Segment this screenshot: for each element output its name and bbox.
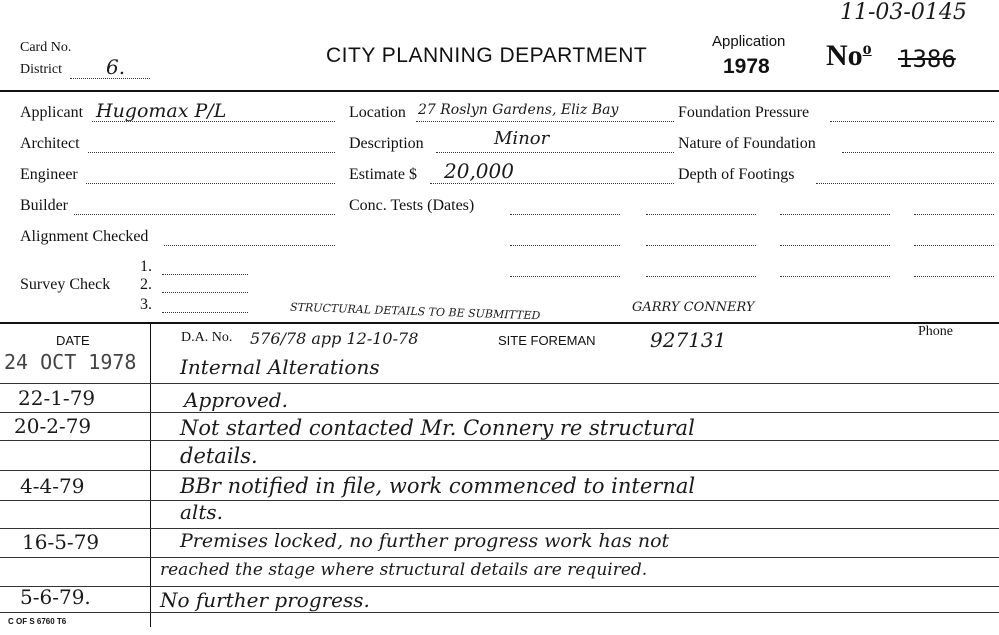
structural-note: STRUCTURAL DETAILS TO BE SUBMITTED [289,300,541,323]
alignment-label: Alignment Checked [20,228,149,245]
foundation-pressure-line [830,121,994,122]
da-no-label: D.A. No. [181,330,233,345]
conc-line-l [914,276,994,277]
depth-of-footings-label: Depth of Footings [678,166,795,183]
log-text: No further progress. [160,588,370,612]
log-text: Approved. [184,388,288,412]
log-text: Not started contacted Mr. Connery re structural [180,416,695,440]
survey-line-2 [162,292,248,293]
log-date: 16-5-79 [22,530,100,554]
log-text: Premises locked, no further progress work has not [180,530,670,552]
conc-tests-label: Conc. Tests (Dates) [349,197,475,214]
foundation-pressure-label: Foundation Pressure [678,104,810,121]
log-rule [0,586,999,587]
applicant-label: Applicant [20,104,84,121]
conc-line-g [780,245,890,246]
number-label: No$^o$ [826,38,872,72]
description-line [436,152,674,153]
builder-line [74,214,335,215]
location-label: Location [349,104,406,121]
district-label: District [20,62,62,77]
district-value: 6. [106,55,126,79]
form-code: C OF S 6760 T6 [8,617,67,626]
log-text: details. [180,444,258,468]
date-column-divider [150,322,151,627]
log-date: 24 OCT 1978 [4,350,137,374]
date-column-label: DATE [56,333,90,348]
log-date: 20-2-79 [14,414,92,438]
log-date: 4-4-79 [20,474,85,498]
survey-line-1 [162,274,248,275]
estimate-value: 20,000 [444,159,514,183]
conc-line-d [914,214,994,215]
log-rule [0,500,999,501]
description-value: Minor [494,128,550,149]
nature-line [842,152,994,153]
conc-line-e [510,245,620,246]
handwritten-reference: 11-03-0145 [840,0,967,25]
log-text: Internal Alterations [180,355,380,379]
application-year: 1978 [723,55,770,78]
foreman-phone-value: 927131 [650,328,727,352]
description-label: Description [349,135,424,152]
log-date: 22-1-79 [18,386,96,410]
da-no-value: 576/78 app 12-10-78 [250,329,419,348]
log-rule [0,440,999,441]
survey-check-1: 1. [140,258,152,275]
location-value: 27 Roslyn Gardens, Eliz Bay [418,102,619,118]
page-title: CITY PLANNING DEPARTMENT [326,44,648,67]
depth-line [816,183,994,184]
log-date: 5-6-79. [20,585,91,609]
survey-line-3 [162,312,248,313]
foreman-name: GARRY CONNERY [632,300,755,315]
conc-line-h [914,245,994,246]
conc-line-k [780,276,890,277]
phone-label: Phone [918,324,953,339]
conc-line-a [510,214,620,215]
card-no-label: Card No. [20,40,72,55]
survey-check-3: 3. [140,296,152,313]
log-rule [0,470,999,471]
log-text: BBr notified in file, work commenced to internal [180,474,696,498]
builder-label: Builder [20,197,68,214]
engineer-label: Engineer [20,166,78,183]
conc-line-j [646,276,756,277]
application-number: 1386 [898,45,956,73]
applicant-value: Hugomax P/L [96,100,227,122]
log-rule [0,412,999,413]
conc-line-i [510,276,620,277]
header-divider [0,90,999,92]
log-rule [0,612,999,613]
location-line [416,121,674,122]
conc-line-f [646,245,756,246]
log-rule [0,383,999,384]
conc-line-b [646,214,756,215]
survey-check-label: Survey Check [20,276,111,293]
application-label: Application [712,33,786,50]
architect-label: Architect [20,135,80,152]
log-rule [0,528,999,529]
engineer-line [86,183,335,184]
conc-line-c [780,214,890,215]
architect-line [88,152,335,153]
alignment-line [164,245,335,246]
survey-check-2: 2. [140,276,152,293]
site-foreman-label: SITE FOREMAN [498,333,596,348]
estimate-line [430,183,674,184]
nature-of-foundation-label: Nature of Foundation [678,135,816,152]
log-rule [0,557,999,558]
estimate-label: Estimate $ [349,166,417,183]
log-text: reached the stage where structural details are required. [160,560,648,580]
log-text: alts. [180,500,223,524]
